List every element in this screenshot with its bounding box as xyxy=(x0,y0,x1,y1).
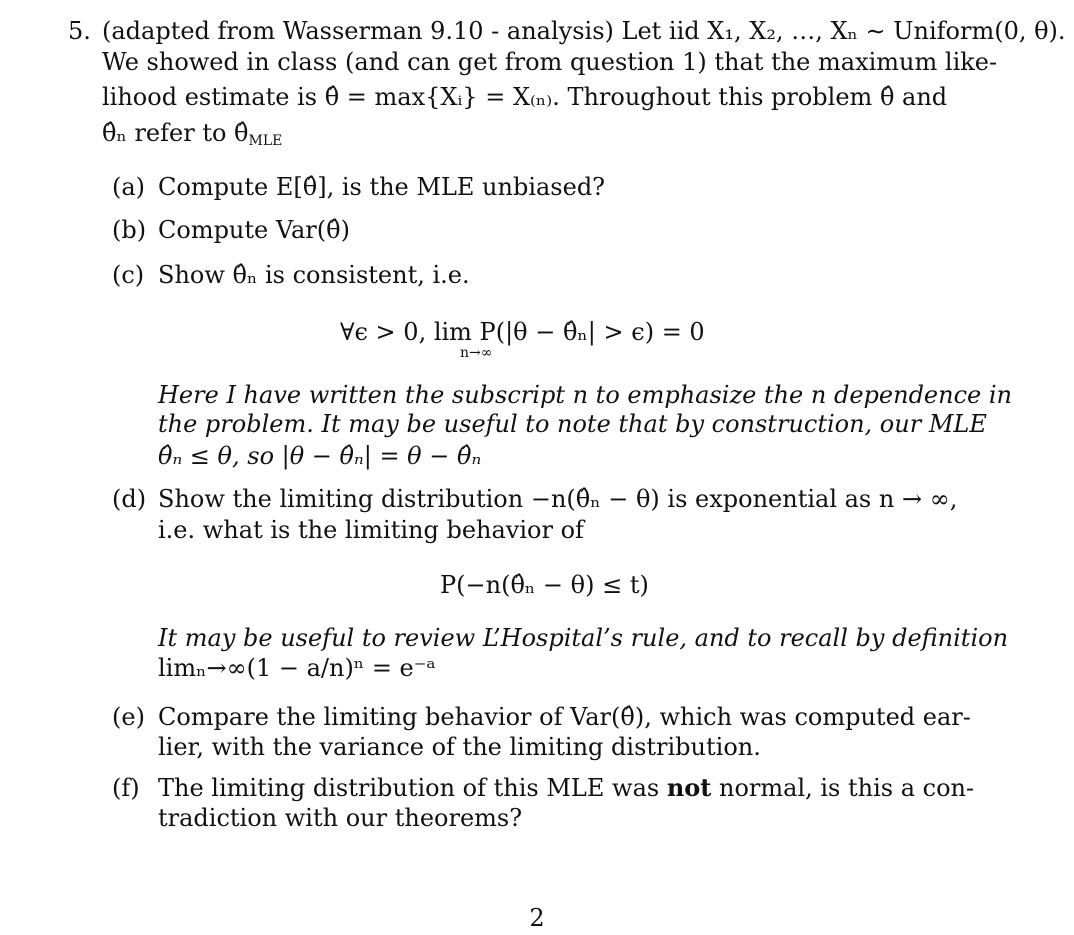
intro-line-1: (adapted from Wasserman 9.10 - analysis) Let iid X₁, X₂, …, Xₙ ∼ Uniform(0, θ). xyxy=(102,17,1066,45)
part-d-note-1: It may be useful to review L’Hospital’s rule, and to recall by definition xyxy=(158,624,1009,652)
part-f-label: (f) xyxy=(112,774,140,802)
part-a-label: (a) xyxy=(112,173,146,201)
part-d-text-1: Show the limiting distribution −n(θ̂ₙ − θ) is exponential as n → ∞, xyxy=(158,485,958,513)
part-c-limit-subscript: n→∞ xyxy=(460,345,493,361)
problem-number: 5. xyxy=(68,17,91,45)
intro-line-4-text: θ̂ₙ refer to θ̂ xyxy=(102,119,249,147)
intro-line-3: lihood estimate is θ̂ = max{Xᵢ} = X₍ₙ₎. Throughout this problem θ̂ and xyxy=(102,83,948,111)
part-e-label: (e) xyxy=(112,703,145,731)
intro-line-2: We showed in class (and can get from question 1) that the maximum like- xyxy=(102,48,998,76)
part-b-text: Compute Var(θ̂) xyxy=(158,216,350,244)
part-d-text-2: i.e. what is the limiting behavior of xyxy=(158,516,584,544)
part-f-text-1 xyxy=(158,773,974,803)
part-e-text-2: lier, with the variance of the limiting distribution. xyxy=(158,733,761,761)
part-f-text-2: tradiction with our theorems? xyxy=(158,804,523,832)
part-c-text: Show θ̂ₙ is consistent, i.e. xyxy=(158,261,470,289)
page-number: 2 xyxy=(529,904,545,932)
part-c-note-2: the problem. It may be useful to note that by construction, our MLE xyxy=(158,410,987,438)
part-c-note-1: Here I have written the subscript n to emphasize the n dependence in xyxy=(158,381,1012,409)
mle-subscript: MLE xyxy=(248,133,283,149)
part-a-text: Compute E[θ̂], is the MLE unbiased? xyxy=(158,173,606,201)
part-d-note-2: limₙ→∞(1 − a/n)ⁿ = e⁻ᵃ xyxy=(158,654,436,682)
part-d-label: (d) xyxy=(112,485,147,513)
part-c-note-3: θ̂ₙ ≤ θ, so |θ − θ̂ₙ| = θ − θ̂ₙ xyxy=(158,442,482,470)
part-b-label: (b) xyxy=(112,216,147,244)
part-c-label: (c) xyxy=(112,261,145,289)
part-f-bold: not xyxy=(666,773,712,802)
intro-line-4 xyxy=(102,118,282,156)
part-c-equation: ∀ϵ > 0, lim P(|θ − θ̂ₙ| > ϵ) = 0 xyxy=(340,318,705,346)
part-d-equation: P(−n(θ̂ₙ − θ) ≤ t) xyxy=(440,571,649,599)
part-e-text-1: Compare the limiting behavior of Var(θ̂), which was computed ear- xyxy=(158,703,971,731)
part-f-post: normal, is this a con- xyxy=(711,774,975,802)
part-f-pre: The limiting distribution of this MLE was xyxy=(158,774,667,802)
